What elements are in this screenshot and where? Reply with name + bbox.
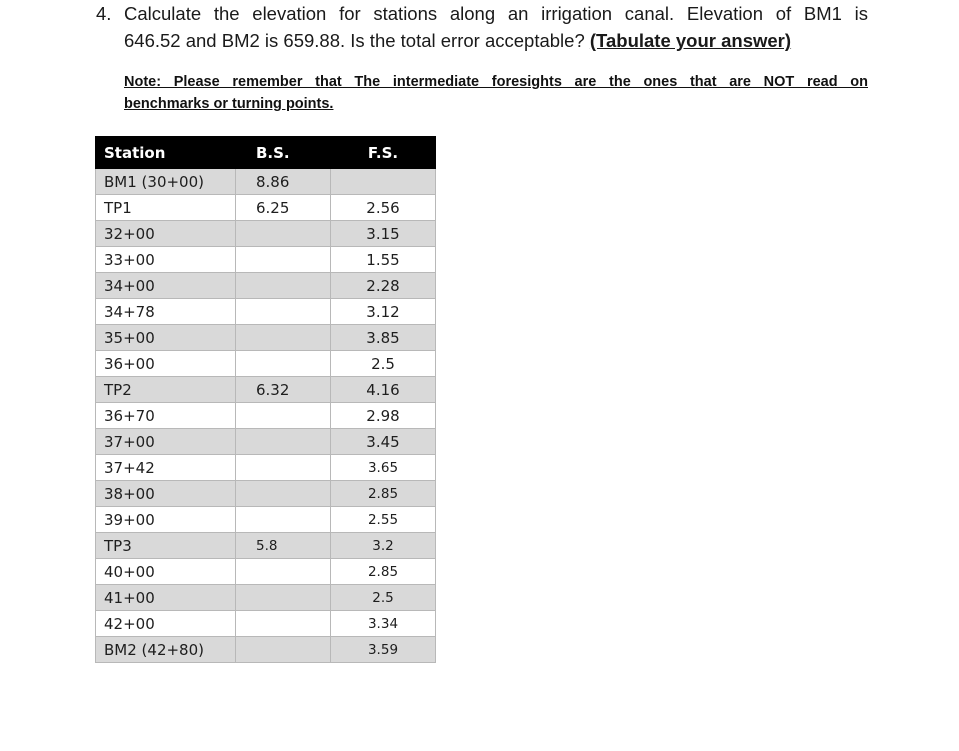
table-row (96, 507, 436, 533)
cell-station: 34+78 (96, 299, 236, 325)
question-number: 4. (96, 3, 112, 24)
note-block (124, 71, 868, 115)
table-row (96, 273, 436, 299)
cell-bs (236, 611, 331, 637)
cell-fs: 2.98 (331, 403, 436, 429)
cell-bs: 6.32 (236, 377, 331, 403)
cell-bs: 8.86 (236, 169, 331, 195)
cell-fs: 2.5 (331, 351, 436, 377)
cell-fs: 3.45 (331, 429, 436, 455)
question-line-2-text: 646.52 and BM2 is 659.88. Is the total error acceptable? (124, 30, 585, 51)
cell-bs (236, 273, 331, 299)
cell-bs: 6.25 (236, 195, 331, 221)
cell-station: 33+00 (96, 247, 236, 273)
cell-bs (236, 481, 331, 507)
table-row (96, 169, 436, 195)
cell-station: 38+00 (96, 481, 236, 507)
cell-bs (236, 507, 331, 533)
cell-fs: 3.12 (331, 299, 436, 325)
cell-station: TP3 (96, 533, 236, 559)
cell-fs: 2.28 (331, 273, 436, 299)
table-row (96, 351, 436, 377)
cell-bs (236, 247, 331, 273)
cell-station: 34+00 (96, 273, 236, 299)
cell-station: 39+00 (96, 507, 236, 533)
cell-station: 36+00 (96, 351, 236, 377)
cell-bs (236, 325, 331, 351)
cell-station: 36+70 (96, 403, 236, 429)
table-row (96, 195, 436, 221)
table-row (96, 299, 436, 325)
cell-fs: 3.85 (331, 325, 436, 351)
cell-station: 42+00 (96, 611, 236, 637)
table-row (96, 637, 436, 663)
question-line-1: Calculate the elevation for stations along an irrigation canal. Elevation of BM1 is (124, 3, 868, 24)
cell-bs (236, 455, 331, 481)
table-row (96, 247, 436, 273)
question-text (124, 0, 868, 54)
cell-fs: 1.55 (331, 247, 436, 273)
cell-fs: 3.34 (331, 611, 436, 637)
cell-station: 37+00 (96, 429, 236, 455)
cell-bs (236, 585, 331, 611)
table-row (96, 455, 436, 481)
note-line-1: Note: Please remember that The intermediate foresights are the ones that are NOT read on (124, 74, 868, 90)
cell-station: BM1 (30+00) (96, 169, 236, 195)
cell-bs (236, 429, 331, 455)
table-row (96, 325, 436, 351)
note-line-2: benchmarks or turning points. (124, 96, 334, 112)
cell-bs (236, 351, 331, 377)
cell-fs: 4.16 (331, 377, 436, 403)
cell-fs: 3.65 (331, 455, 436, 481)
header-fs: F.S. (331, 137, 436, 169)
table-row (96, 377, 436, 403)
cell-fs: 3.15 (331, 221, 436, 247)
table-row (96, 481, 436, 507)
cell-bs (236, 221, 331, 247)
cell-fs: 3.59 (331, 637, 436, 663)
question-line-2 (124, 27, 868, 54)
cell-bs (236, 559, 331, 585)
cell-bs: 5.8 (236, 533, 331, 559)
table-row (96, 559, 436, 585)
table-body (96, 169, 436, 663)
cell-fs (331, 169, 436, 195)
leveling-table (95, 136, 436, 663)
cell-station: BM2 (42+80) (96, 637, 236, 663)
cell-station: TP1 (96, 195, 236, 221)
table-row (96, 429, 436, 455)
cell-fs: 2.55 (331, 507, 436, 533)
cell-bs (236, 637, 331, 663)
cell-station: 41+00 (96, 585, 236, 611)
cell-bs (236, 403, 331, 429)
table-row (96, 221, 436, 247)
cell-bs (236, 299, 331, 325)
cell-fs: 2.5 (331, 585, 436, 611)
table-row (96, 585, 436, 611)
table-header-row (96, 137, 436, 169)
cell-station: 35+00 (96, 325, 236, 351)
cell-fs: 2.85 (331, 559, 436, 585)
cell-station: 37+42 (96, 455, 236, 481)
cell-fs: 2.85 (331, 481, 436, 507)
tabulate-instruction: (Tabulate your answer) (589, 30, 792, 51)
table-row (96, 611, 436, 637)
cell-fs: 3.2 (331, 533, 436, 559)
table-row (96, 533, 436, 559)
table-row (96, 403, 436, 429)
header-station: Station (96, 137, 236, 169)
header-bs: B.S. (236, 137, 331, 169)
cell-station: 32+00 (96, 221, 236, 247)
cell-station: TP2 (96, 377, 236, 403)
cell-fs: 2.56 (331, 195, 436, 221)
cell-station: 40+00 (96, 559, 236, 585)
